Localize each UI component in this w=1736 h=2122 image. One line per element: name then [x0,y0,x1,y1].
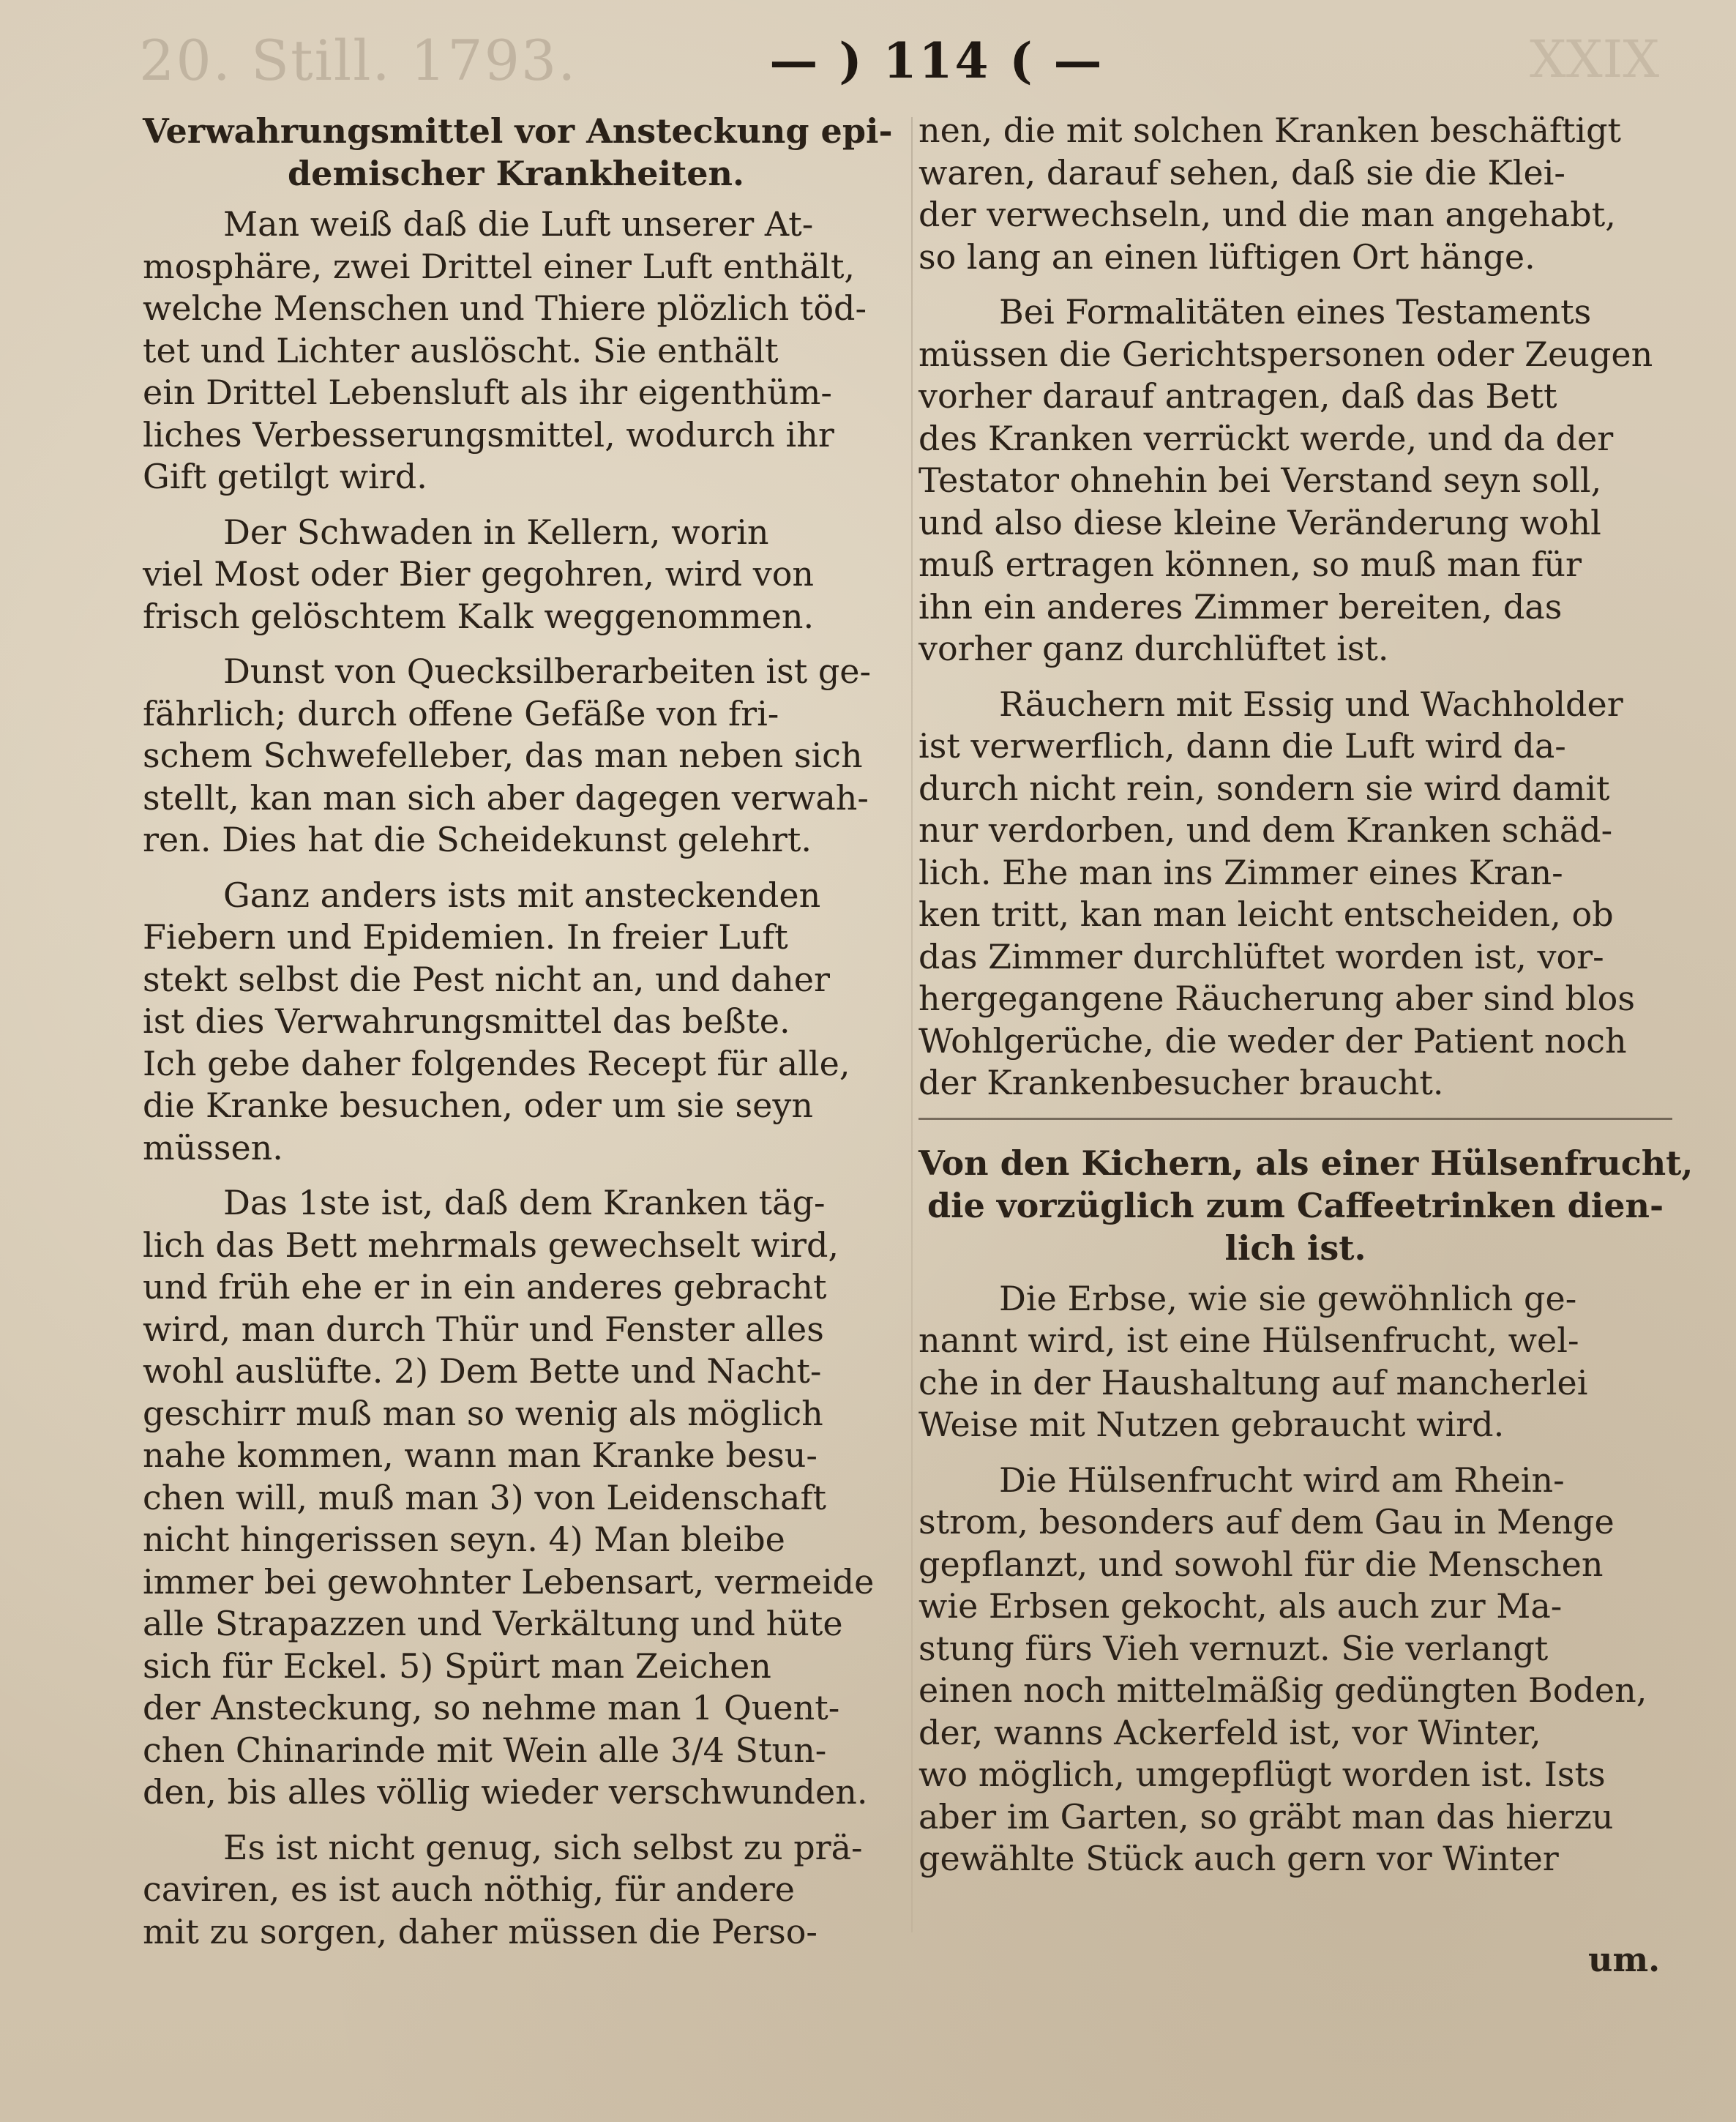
text-line: so lang an einen lüftigen Ort hänge. [918,236,1535,277]
text-line: nahe kommen, wann man Kranke besu- [143,1435,818,1475]
text-line: welche Menschen und Thiere plözlich töd- [143,288,867,328]
text-line: wird, man durch Thür und Fenster alles [143,1309,824,1349]
text-line: caviren, es ist auch nöthig, für andere [143,1869,795,1909]
right-column [918,110,1694,1894]
left-column [143,110,893,1966]
text-line: viel Most oder Bier gegohren, wird von [143,554,815,594]
text-line: einen noch mittelmäßig gedüngten Boden, [918,1670,1647,1710]
heading-line: die vorzüglich zum Caffeetrinken dien- [927,1185,1664,1225]
text-line: der verwechseln, und die man angehabt, [918,195,1616,234]
text-line: und früh ehe er in ein anderes gebracht [143,1267,827,1307]
text-line: strom, besonders auf dem Gau in Menge [918,1502,1615,1542]
text-line: ist dies Verwahrungsmittel das beßte. [143,1001,790,1041]
text-line: alle Strapazzen und Verkältung und hüte [143,1604,843,1643]
text-line: stekt selbst die Pest nicht an, und daher [143,959,830,999]
paragraph-testament [918,291,1672,670]
text-line: Fiebern und Epidemien. In freier Luft [143,917,788,957]
heading-line: lich ist. [1224,1228,1366,1268]
paragraph-kleider [918,110,1672,278]
text-line: mosphäre, zwei Drittel einer Luft enthält, [143,246,856,286]
text-line: Es ist nicht genug, sich selbst zu prä- [223,1827,863,1867]
paragraph-erbse [918,1278,1672,1446]
article-heading-kichern [918,1142,1694,1269]
text-line: der, wanns Ackerfeld ist, vor Winter, [918,1712,1541,1752]
text-line: hergegangene Räucherung aber sind blos [918,979,1635,1018]
text-line: wohl auslüfte. 2) Dem Bette und Nacht- [143,1351,822,1391]
text-line: Ganz anders ists mit ansteckenden [223,875,821,915]
catchword: um. [1588,1940,1661,1979]
text-line: Gift getilgt wird. [143,457,427,496]
text-line: Dunst von Quecksilberarbeiten ist ge- [223,651,872,691]
text-line: fährlich; durch offene Gefäße von fri- [143,693,779,733]
text-line: den, bis alles völlig wieder verschwunden. [143,1772,868,1812]
text-line: liches Verbesserungsmittel, wodurch ihr [143,414,834,455]
text-line: geschirr muß man so wenig als möglich [143,1393,823,1433]
text-line: Die Hülsenfrucht wird am Rhein- [999,1460,1565,1500]
text-line: ist verwerflich, dann die Luft wird da- [918,726,1566,766]
paragraph-recept [143,1182,889,1814]
text-line: che in der Haushaltung auf mancherlei [918,1362,1588,1402]
text-line: frisch gelöschtem Kalk weggenommen. [143,596,815,636]
text-line: ihn ein anderes Zimmer bereiten, das [918,586,1563,627]
text-line: Räuchern mit Essig und Wachholder [999,684,1623,724]
text-line: Weise mit Nutzen gebraucht wird. [918,1405,1505,1444]
text-line: nur verdorben, und dem Kranken schäd- [918,810,1613,850]
paragraph-quecksilber [143,651,889,862]
text-line: vorher darauf antragen, daß das Bett [918,376,1557,416]
paragraph-huelsenfrucht [918,1460,1672,1880]
text-line: Wohlgerüche, die weder der Patient noch [918,1020,1627,1061]
text-line: müssen. [143,1127,283,1168]
volume-mark: XXIX [1530,29,1660,89]
text-line: wie Erbsen gekocht, als auch zur Ma- [918,1586,1563,1626]
text-line: die Kranke besuchen, oder um sie seyn [143,1086,813,1125]
text-line: Der Schwaden in Kellern, worin [223,512,769,552]
text-line: des Kranken verrückt werde, und da der [918,418,1614,458]
heading-line: Von den Kichern, als einer Hülsenfrucht, [918,1143,1694,1183]
text-line: stung fürs Vieh vernuzt. Sie verlangt [918,1628,1549,1668]
text-line: waren, darauf sehen, daß sie die Klei- [918,152,1565,193]
paragraph-praecaviren [143,1827,889,1954]
paragraph-luft [143,203,889,498]
heading-line: demischer Krankheiten. [288,154,744,193]
text-line: müssen die Gerichtspersonen oder Zeugen [918,334,1653,374]
text-line: gepflanzt, und sowohl für die Menschen [918,1544,1604,1584]
section-rule [918,1118,1672,1120]
handwritten-date-mark: 20. Still. 1793. [139,28,577,93]
paragraph-schwaden [143,512,889,638]
text-line: muß ertragen können, so muß man für [918,545,1582,584]
text-line: tet und Lichter auslöscht. Sie enthält [143,330,779,370]
text-line: chen will, muß man 3) von Leidenschaft [143,1477,826,1517]
text-line: wo möglich, umgepflügt worden ist. Ists [918,1755,1606,1794]
text-line: der Ansteckung, so nehme man 1 Quent- [143,1688,840,1727]
text-line: schem Schwefelleber, das man neben sich [143,736,863,775]
text-line: der Krankenbesucher braucht. [918,1063,1444,1102]
page-number: — ) 114 ( — [769,32,1104,89]
text-line: mit zu sorgen, daher müssen die Perso- [143,1911,818,1951]
text-line: ein Drittel Lebensluft als ihr eigenthüm- [143,373,832,412]
text-line: gewählte Stück auch gern vor Winter [918,1839,1559,1878]
text-line: Das 1ste ist, daß dem Kranken täg- [223,1183,826,1222]
text-line: stellt, kan man sich aber dagegen verwah- [143,777,869,818]
text-line: Man weiß daß die Luft unserer At- [223,204,814,244]
article-heading-verwahrungsmittel [143,110,893,195]
text-line: Ich gebe daher folgendes Recept für alle, [143,1043,850,1083]
text-line: nen, die mit solchen Kranken beschäftigt [918,111,1622,150]
text-line: immer bei gewohnter Lebensart, vermeide [143,1561,875,1602]
text-line: ken tritt, kan man leicht entscheiden, ob [918,894,1614,934]
paragraph-epidemien [143,875,889,1170]
text-line: nannt wird, ist eine Hülsenfrucht, wel- [918,1320,1579,1360]
text-line: Die Erbse, wie sie gewöhnlich ge- [999,1278,1577,1318]
text-line: Testator ohnehin bei Verstand seyn soll, [918,460,1602,500]
column-divider [911,117,913,1932]
text-line: vorher ganz durchlüftet ist. [918,629,1389,668]
text-line: chen Chinarinde mit Wein alle 3/4 Stun- [143,1730,827,1770]
text-line: das Zimmer durchlüftet worden ist, vor- [918,936,1604,976]
text-line: und also diese kleine Veränderung wohl [918,502,1601,542]
text-line: lich. Ehe man ins Zimmer eines Kran- [918,852,1563,892]
text-line: Bei Formalitäten eines Testaments [999,292,1592,332]
text-line: aber im Garten, so gräbt man das hierzu [918,1796,1614,1837]
heading-line: Verwahrungsmittel vor Ansteckung epi- [143,111,893,151]
text-line: sich für Eckel. 5) Spürt man Zeichen [143,1645,771,1686]
paragraph-raeuchern [918,684,1672,1105]
text-line: durch nicht rein, sondern sie wird damit [918,768,1610,808]
text-line: nicht hingerissen seyn. 4) Man bleibe [143,1520,785,1559]
text-line: lich das Bett mehrmals gewechselt wird, [143,1225,839,1265]
text-line: ren. Dies hat die Scheidekunst gelehrt. [143,820,812,859]
